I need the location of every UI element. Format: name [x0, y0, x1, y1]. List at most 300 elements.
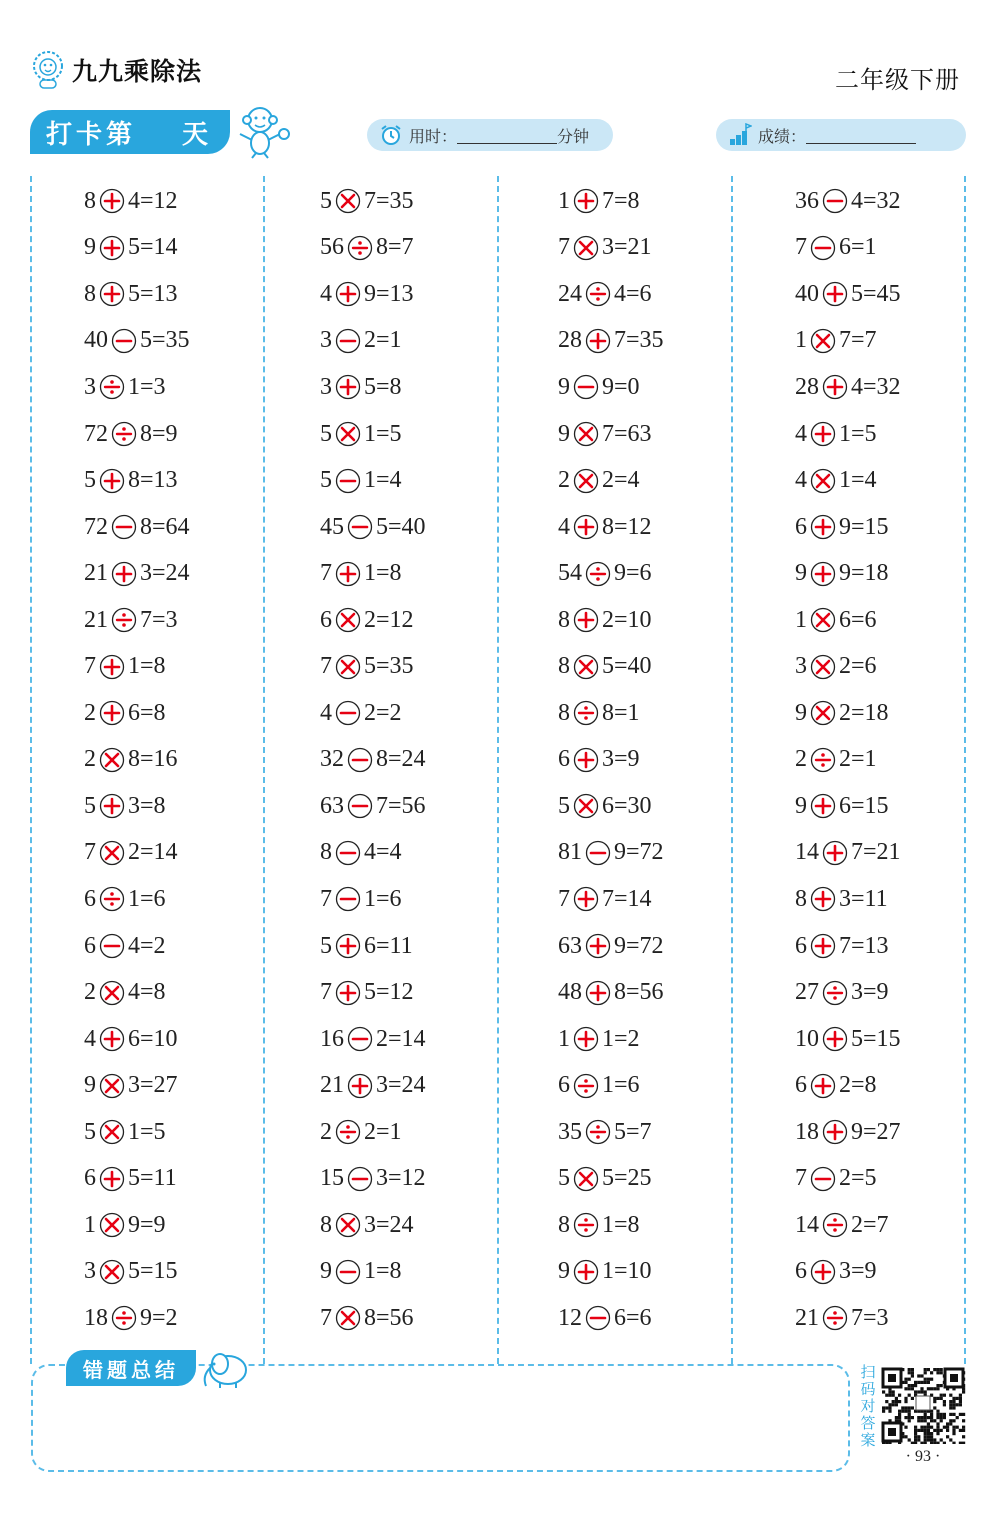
operator-minus-icon[interactable] [347, 1026, 373, 1052]
equals-sign: = [140, 932, 154, 959]
operand-a: 1 [84, 1211, 96, 1238]
operator-minus-icon[interactable] [822, 188, 848, 214]
result: 3 [876, 1304, 889, 1331]
operator-times-icon[interactable] [810, 654, 836, 680]
operator-minus-icon[interactable] [347, 1166, 373, 1192]
operand-b: 4 [128, 979, 140, 1006]
operator-div-icon[interactable] [111, 607, 137, 633]
operand-a: 8 [558, 1211, 570, 1238]
punch-suffix: 天 [182, 119, 209, 150]
equation-row [320, 923, 520, 970]
operand-a: 7 [320, 1304, 332, 1331]
result: 30 [627, 792, 652, 819]
result: 1 [389, 1118, 402, 1145]
operator-minus-icon[interactable] [335, 1259, 361, 1285]
equals-sign: = [140, 1211, 154, 1238]
operator-plus-icon[interactable] [810, 886, 836, 912]
operator-plus-icon[interactable] [810, 933, 836, 959]
operand-b: 7 [614, 327, 626, 354]
operand-b: 1 [364, 1258, 376, 1285]
operator-plus-icon[interactable] [111, 561, 137, 587]
operand-a: 72 [84, 420, 108, 447]
equals-sign: = [140, 1258, 154, 1285]
operator-times-icon[interactable] [99, 980, 125, 1006]
operator-div-icon[interactable] [822, 1305, 848, 1331]
operator-times-icon[interactable] [99, 1212, 125, 1238]
operator-minus-icon[interactable] [335, 328, 361, 354]
operator-minus-icon[interactable] [585, 840, 611, 866]
equals-sign: = [376, 932, 390, 959]
equals-sign: = [851, 234, 865, 261]
operand-b: 2 [364, 606, 376, 633]
operand-b: 9 [602, 373, 614, 400]
equation-row [84, 271, 284, 318]
result: 18 [864, 699, 889, 726]
equals-sign: = [851, 885, 865, 912]
result: 3 [153, 373, 166, 400]
operand-a: 2 [795, 746, 807, 773]
operator-plus-icon[interactable] [810, 514, 836, 540]
score-label: 成绩： [758, 126, 807, 146]
qr-code-icon[interactable] [880, 1366, 966, 1444]
grade-label: 二年级下册 [835, 66, 960, 94]
result: 12 [627, 513, 652, 540]
operator-minus-icon[interactable] [111, 328, 137, 354]
equals-sign: = [614, 1165, 628, 1192]
operand-a: 8 [84, 187, 96, 214]
operator-times-icon[interactable] [810, 328, 836, 354]
operator-plus-icon[interactable] [573, 1259, 599, 1285]
equation-row [795, 457, 995, 504]
operand-b: 8 [364, 1304, 376, 1331]
operator-times-icon[interactable] [335, 1305, 361, 1331]
equals-sign: = [376, 467, 390, 494]
equals-sign: = [140, 1025, 154, 1052]
result: 6 [389, 885, 402, 912]
operand-a: 24 [558, 280, 582, 307]
equals-sign: = [626, 560, 640, 587]
operand-a: 16 [320, 1025, 344, 1052]
equation-row [795, 318, 995, 365]
equals-sign: = [863, 1118, 877, 1145]
operator-plus-icon[interactable] [99, 793, 125, 819]
equation-row [84, 597, 284, 644]
operator-plus-icon[interactable] [99, 468, 125, 494]
operand-a: 7 [320, 979, 332, 1006]
operator-minus-icon[interactable] [347, 747, 373, 773]
equals-sign: = [376, 1118, 390, 1145]
operand-a: 21 [84, 560, 108, 587]
equation-row [795, 1249, 995, 1296]
operator-plus-icon[interactable] [99, 700, 125, 726]
equals-sign: = [851, 792, 865, 819]
result: 24 [165, 560, 190, 587]
operator-plus-icon[interactable] [99, 281, 125, 307]
operator-div-icon[interactable] [347, 235, 373, 261]
equals-sign: = [376, 327, 390, 354]
result: 4 [627, 467, 640, 494]
operand-b: 2 [839, 699, 851, 726]
equals-sign: = [376, 699, 390, 726]
operator-minus-icon[interactable] [335, 886, 361, 912]
result: 24 [401, 746, 426, 773]
operator-minus-icon[interactable] [99, 933, 125, 959]
equation-row [320, 411, 520, 458]
equation-row [320, 830, 520, 877]
operator-plus-icon[interactable] [822, 374, 848, 400]
operator-plus-icon[interactable] [585, 933, 611, 959]
equation-row [795, 876, 995, 923]
operator-plus-icon[interactable] [573, 1026, 599, 1052]
operand-b: 4 [614, 280, 626, 307]
equation-row [558, 923, 758, 970]
equals-sign: = [614, 467, 628, 494]
equals-sign: = [140, 1118, 154, 1145]
operator-div-icon[interactable] [810, 747, 836, 773]
operator-minus-icon[interactable] [573, 374, 599, 400]
operand-a: 4 [558, 513, 570, 540]
operand-b: 3 [376, 1165, 388, 1192]
operand-b: 2 [839, 1072, 851, 1099]
equation-row [84, 923, 284, 970]
operator-plus-icon[interactable] [810, 793, 836, 819]
operator-times-icon[interactable] [573, 1166, 599, 1192]
operator-div-icon[interactable] [99, 886, 125, 912]
operand-a: 9 [84, 234, 96, 261]
equals-sign: = [614, 234, 628, 261]
operator-div-icon[interactable] [573, 1073, 599, 1099]
result: 8 [389, 1258, 402, 1285]
operand-b: 3 [839, 1258, 851, 1285]
equation-row [795, 643, 995, 690]
operator-plus-icon[interactable] [822, 1119, 848, 1145]
operator-div-icon[interactable] [822, 980, 848, 1006]
operand-b: 3 [364, 1211, 376, 1238]
equals-sign: = [140, 653, 154, 680]
operand-b: 7 [602, 187, 614, 214]
result: 4 [389, 839, 402, 866]
operator-div-icon[interactable] [573, 1212, 599, 1238]
operator-plus-icon[interactable] [573, 188, 599, 214]
operator-plus-icon[interactable] [99, 1166, 125, 1192]
result: 1 [864, 234, 877, 261]
operand-b: 8 [614, 979, 626, 1006]
equals-sign: = [863, 1025, 877, 1052]
operand-b: 2 [376, 1025, 388, 1052]
equation-row [84, 969, 284, 1016]
equals-sign: = [376, 280, 390, 307]
equation-row [320, 364, 520, 411]
result: 15 [876, 1025, 901, 1052]
result: 18 [864, 560, 889, 587]
operand-b: 7 [602, 420, 614, 447]
operator-plus-icon[interactable] [810, 1073, 836, 1099]
equals-sign: = [152, 327, 166, 354]
equals-sign: = [863, 187, 877, 214]
result: 9 [165, 420, 178, 447]
operator-div-icon[interactable] [585, 561, 611, 587]
operator-div-icon[interactable] [573, 700, 599, 726]
operand-a: 5 [320, 187, 332, 214]
operand-a: 21 [84, 606, 108, 633]
operand-a: 14 [795, 1211, 819, 1238]
operand-a: 40 [84, 327, 108, 354]
operator-times-icon[interactable] [335, 421, 361, 447]
operator-plus-icon[interactable] [585, 980, 611, 1006]
result: 2 [153, 932, 166, 959]
equation-row [320, 1109, 520, 1156]
equals-sign: = [388, 1072, 402, 1099]
monkey-mascot-icon [232, 100, 292, 160]
operator-plus-icon[interactable] [99, 654, 125, 680]
result: 12 [389, 606, 414, 633]
operator-times-icon[interactable] [99, 1073, 125, 1099]
operator-plus-icon[interactable] [573, 886, 599, 912]
result: 56 [639, 979, 664, 1006]
operator-times-icon[interactable] [335, 1212, 361, 1238]
operator-times-icon[interactable] [573, 235, 599, 261]
operand-b: 9 [614, 560, 626, 587]
operand-b: 3 [140, 560, 152, 587]
equation-column-1 [84, 178, 284, 1342]
operand-a: 81 [558, 839, 582, 866]
operand-a: 9 [320, 1258, 332, 1285]
equals-sign: = [851, 560, 865, 587]
operator-plus-icon[interactable] [335, 933, 361, 959]
punch-in-tag [30, 110, 230, 154]
equals-sign: = [376, 1304, 390, 1331]
operand-a: 2 [84, 746, 96, 773]
operand-a: 7 [795, 234, 807, 261]
result: 8 [864, 1072, 877, 1099]
operator-minus-icon[interactable] [585, 1305, 611, 1331]
equation-row [795, 1109, 995, 1156]
operator-minus-icon[interactable] [810, 235, 836, 261]
operand-b: 8 [140, 420, 152, 447]
equals-sign: = [140, 280, 154, 307]
operator-minus-icon[interactable] [810, 1166, 836, 1192]
operator-div-icon[interactable] [111, 1305, 137, 1331]
operand-b: 6 [839, 792, 851, 819]
result: 40 [401, 513, 426, 540]
operator-plus-icon[interactable] [335, 374, 361, 400]
operand-a: 6 [795, 1258, 807, 1285]
operator-plus-icon[interactable] [99, 188, 125, 214]
result: 9 [876, 979, 889, 1006]
equation-row [795, 597, 995, 644]
result: 35 [389, 187, 414, 214]
result: 1 [864, 746, 877, 773]
operator-plus-icon[interactable] [335, 980, 361, 1006]
operator-plus-icon[interactable] [335, 561, 361, 587]
operand-a: 56 [320, 234, 344, 261]
equation-row [558, 411, 758, 458]
operator-plus-icon[interactable] [347, 1073, 373, 1099]
score-input-line[interactable] [806, 127, 916, 144]
equation-row [558, 457, 758, 504]
operator-plus-icon[interactable] [585, 328, 611, 354]
equation-row [795, 271, 995, 318]
time-input-line[interactable] [457, 127, 557, 144]
operator-plus-icon[interactable] [335, 281, 361, 307]
operand-a: 1 [558, 187, 570, 214]
operator-div-icon[interactable] [335, 1119, 361, 1145]
operand-b: 7 [839, 327, 851, 354]
equation-row [84, 1202, 284, 1249]
result: 13 [864, 932, 889, 959]
equals-sign: = [614, 187, 628, 214]
operand-b: 9 [839, 560, 851, 587]
operator-times-icon[interactable] [573, 421, 599, 447]
equation-row [320, 597, 520, 644]
operator-times-icon[interactable] [573, 468, 599, 494]
operator-minus-icon[interactable] [335, 840, 361, 866]
operator-plus-icon[interactable] [822, 1026, 848, 1052]
equation-row [558, 830, 758, 877]
operand-a: 1 [795, 327, 807, 354]
operator-div-icon[interactable] [585, 281, 611, 307]
result: 35 [639, 327, 664, 354]
operand-a: 36 [795, 187, 819, 214]
operand-b: 1 [364, 420, 376, 447]
operator-plus-icon[interactable] [810, 421, 836, 447]
result: 21 [876, 839, 901, 866]
operand-a: 8 [558, 606, 570, 633]
equation-row [795, 1062, 995, 1109]
result: 6 [864, 653, 877, 680]
operator-plus-icon[interactable] [810, 1259, 836, 1285]
result: 8 [153, 653, 166, 680]
operator-plus-icon[interactable] [810, 561, 836, 587]
operand-a: 2 [84, 699, 96, 726]
result: 9 [627, 746, 640, 773]
result: 2 [389, 699, 402, 726]
equals-sign: = [851, 606, 865, 633]
operator-plus-icon[interactable] [573, 747, 599, 773]
result: 5 [864, 1165, 877, 1192]
operator-div-icon[interactable] [822, 1212, 848, 1238]
operator-times-icon[interactable] [810, 607, 836, 633]
operand-b: 1 [839, 467, 851, 494]
equals-sign: = [388, 1165, 402, 1192]
operator-plus-icon[interactable] [99, 235, 125, 261]
operator-plus-icon[interactable] [573, 514, 599, 540]
operand-b: 9 [140, 1304, 152, 1331]
operator-times-icon[interactable] [573, 654, 599, 680]
result: 40 [627, 653, 652, 680]
operator-times-icon[interactable] [335, 188, 361, 214]
operand-b: 7 [376, 792, 388, 819]
operator-div-icon[interactable] [111, 421, 137, 447]
equals-sign: = [851, 1258, 865, 1285]
equals-sign: = [376, 420, 390, 447]
operator-times-icon[interactable] [810, 468, 836, 494]
operand-b: 6 [839, 606, 851, 633]
operand-a: 6 [84, 932, 96, 959]
equals-sign: = [140, 1072, 154, 1099]
operator-plus-icon[interactable] [822, 281, 848, 307]
result: 45 [876, 280, 901, 307]
equals-sign: = [851, 327, 865, 354]
operand-b: 3 [602, 746, 614, 773]
result: 64 [165, 513, 190, 540]
result: 14 [153, 234, 178, 261]
result: 8 [389, 560, 402, 587]
operand-b: 5 [364, 979, 376, 1006]
operand-b: 2 [364, 1118, 376, 1145]
operand-a: 18 [795, 1118, 819, 1145]
operand-a: 3 [320, 327, 332, 354]
equals-sign: = [152, 1304, 166, 1331]
operator-minus-icon[interactable] [347, 514, 373, 540]
result: 8 [389, 373, 402, 400]
equals-sign: = [851, 1165, 865, 1192]
operator-times-icon[interactable] [335, 654, 361, 680]
equation-row [795, 178, 995, 225]
operand-b: 2 [602, 606, 614, 633]
result: 56 [389, 1304, 414, 1331]
operator-times-icon[interactable] [335, 607, 361, 633]
operator-minus-icon[interactable] [335, 700, 361, 726]
result: 3 [165, 606, 178, 633]
operator-minus-icon[interactable] [111, 514, 137, 540]
operand-a: 7 [84, 839, 96, 866]
equation-row [320, 271, 520, 318]
equation-row [320, 318, 520, 365]
equation-row [795, 969, 995, 1016]
equation-row [795, 690, 995, 737]
equals-sign: = [626, 1304, 640, 1331]
result: 35 [389, 653, 414, 680]
operand-b: 5 [602, 653, 614, 680]
operand-b: 7 [140, 606, 152, 633]
scan-for-answers-label: 扫码对答案 [860, 1363, 876, 1449]
operator-minus-icon[interactable] [347, 793, 373, 819]
operand-b: 5 [140, 327, 152, 354]
operator-times-icon[interactable] [99, 747, 125, 773]
result: 4 [864, 467, 877, 494]
operator-times-icon[interactable] [99, 840, 125, 866]
operand-a: 6 [795, 1072, 807, 1099]
operator-div-icon[interactable] [99, 374, 125, 400]
operand-a: 6 [558, 1072, 570, 1099]
operand-a: 9 [84, 1072, 96, 1099]
operand-a: 1 [558, 1025, 570, 1052]
operator-times-icon[interactable] [810, 700, 836, 726]
operator-minus-icon[interactable] [335, 468, 361, 494]
operand-a: 8 [84, 280, 96, 307]
result: 11 [153, 1165, 177, 1192]
operator-plus-icon[interactable] [822, 840, 848, 866]
equals-sign: = [140, 746, 154, 773]
operand-a: 72 [84, 513, 108, 540]
operator-div-icon[interactable] [585, 1119, 611, 1145]
result: 27 [153, 1072, 178, 1099]
header-brand [30, 50, 202, 90]
equals-sign: = [376, 1258, 390, 1285]
result: 12 [401, 1165, 426, 1192]
operator-plus-icon[interactable] [99, 1026, 125, 1052]
operator-plus-icon[interactable] [573, 607, 599, 633]
equals-sign: = [614, 885, 628, 912]
result: 14 [401, 1025, 426, 1052]
operator-times-icon[interactable] [99, 1119, 125, 1145]
lion-mascot-icon [30, 50, 66, 90]
equation-row [558, 1295, 758, 1342]
operator-times-icon[interactable] [99, 1259, 125, 1285]
operator-times-icon[interactable] [573, 793, 599, 819]
operand-a: 7 [84, 653, 96, 680]
